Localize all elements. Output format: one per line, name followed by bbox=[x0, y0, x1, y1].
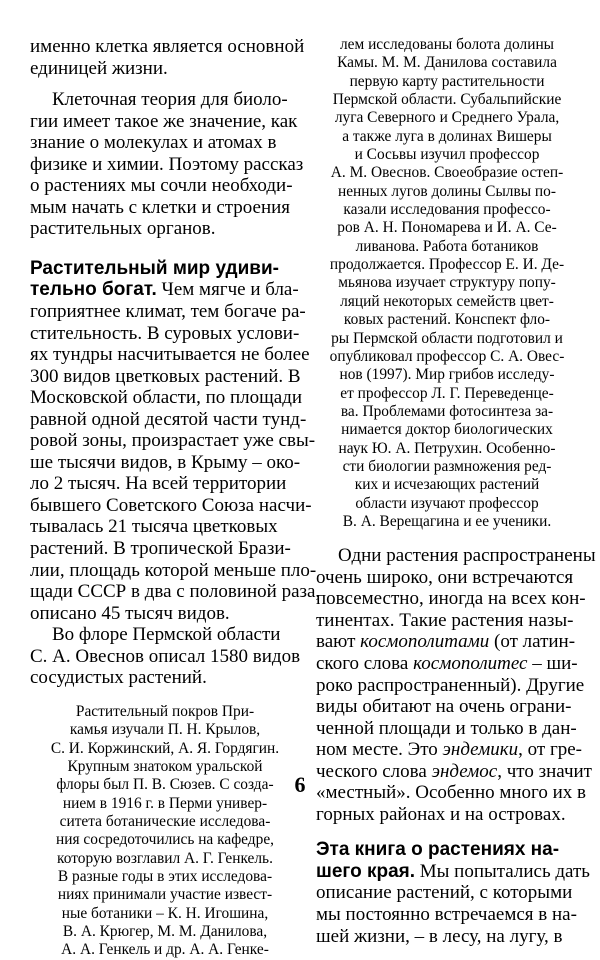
small-text-line: В. А. Крюгер, М. М. Данилова, bbox=[62, 922, 268, 940]
text-line: 300 видов цветковых растений. В bbox=[30, 365, 301, 387]
small-text-line: камья изучали П. Н. Крылов, bbox=[69, 721, 261, 739]
right-column bbox=[316, 36, 596, 947]
text-line: гии имеет такое же значение, как bbox=[30, 110, 298, 132]
text-line: тывалась 21 тысяча цветковых bbox=[30, 516, 278, 538]
text-line: тинентах. Такие растения назы- bbox=[316, 609, 574, 631]
text-line: описание растений, с которыми bbox=[316, 882, 573, 904]
small-text-line: В разные годы в этих исследова- bbox=[57, 867, 273, 885]
small-text-line: ливанова. Работа ботаников bbox=[355, 237, 539, 255]
small-print-block bbox=[316, 36, 578, 531]
text-line: ло 2 тысяч. На всей территории bbox=[30, 473, 287, 495]
text-line: Клеточная теория для биоло- bbox=[52, 89, 288, 111]
small-text-line: А. А. Генкель и др. А. А. Генке- bbox=[61, 941, 269, 959]
section-heading: Растительный мир удиви- bbox=[30, 257, 279, 279]
small-text-line: С. И. Коржинский, А. Я. Гордягин. bbox=[50, 739, 280, 757]
term-endemics: эндемики bbox=[442, 739, 519, 761]
small-text-line: лем исследованы болота долины bbox=[339, 36, 555, 53]
text-line bbox=[316, 839, 578, 861]
text-line: равной одной десятой части тунд- bbox=[30, 408, 307, 430]
section-heading: тельно богат. bbox=[30, 279, 157, 301]
term-kosmopolites: космополитес bbox=[413, 653, 528, 675]
text-line bbox=[316, 860, 590, 883]
text-line bbox=[30, 279, 300, 301]
text-line: ченной площади и только в дан- bbox=[316, 717, 577, 739]
small-text-line: ниях принимали участие извест- bbox=[57, 886, 273, 904]
text-line: ше тысячи видов, в Крыму – око- bbox=[30, 451, 301, 473]
text-line: горных районах и на островах. bbox=[316, 803, 566, 825]
small-text-line: ет профессор Л. Г. Переведенце- bbox=[340, 384, 554, 402]
text-line: растительных органов. bbox=[30, 218, 216, 240]
small-text-line: Камы. М. М. Данилова составила bbox=[337, 54, 557, 72]
text-run: (от латин- bbox=[489, 631, 576, 653]
small-text-line: сти биологии размножения ред- bbox=[342, 457, 552, 475]
text-run: , от гре- bbox=[518, 739, 583, 761]
small-text-line: первую карту растительности bbox=[349, 72, 545, 90]
small-text-line: ния сосредоточились на кафедре, bbox=[56, 831, 274, 849]
text-line: «местный». Особенно много их в bbox=[316, 782, 587, 804]
section-heading: Эта книга о растениях на- bbox=[316, 839, 560, 861]
text-line bbox=[30, 258, 300, 280]
text-line: растений. В тропической Брази- bbox=[30, 538, 291, 560]
perm-flora-paragraph bbox=[30, 624, 300, 689]
text-line bbox=[316, 631, 578, 653]
text-line: ровой зоны, произрастает уже свы- bbox=[30, 430, 316, 452]
text-line: гоприятнее климат, тем богаче ра- bbox=[30, 301, 306, 323]
intro-paragraph bbox=[30, 36, 305, 79]
small-print-block bbox=[30, 703, 300, 960]
small-text-line: ких и исчезающих растений bbox=[354, 476, 540, 494]
text-line: единицей жизни. bbox=[30, 57, 168, 79]
small-text-line: области изучают профессор bbox=[355, 494, 539, 512]
text-run: Мы попытались дать bbox=[415, 860, 590, 882]
small-text-line: Крупным знатоком уральской bbox=[67, 757, 263, 775]
term-cosmopolitans: космополитами bbox=[360, 631, 490, 653]
small-text-line: ров А. Н. Пономарева и И. А. Се- bbox=[337, 219, 557, 237]
text-line: Во флоре Пермской области bbox=[52, 624, 281, 646]
small-text-line: а также луга в долинах Вишеры bbox=[342, 127, 552, 145]
small-text-line: наук Ю. А. Петрухин. Особенно- bbox=[338, 439, 556, 457]
text-line: бывшего Советского Союза насчи- bbox=[30, 494, 312, 516]
text-line: ях тундры насчитывается не более bbox=[30, 344, 310, 366]
term-endemos: эндемос bbox=[431, 760, 498, 782]
text-line: очень широко, они встречаются bbox=[316, 566, 574, 588]
small-text-line: луга Северного и Среднего Урала, bbox=[334, 109, 560, 127]
small-text-line: продолжается. Профессор Е. И. Де- bbox=[329, 256, 565, 274]
text-run: – ши- bbox=[527, 653, 578, 675]
small-text-line: ные ботаники – К. Н. Игошина, bbox=[61, 904, 269, 922]
small-text-line: мьянова изучает структуру попу- bbox=[338, 274, 556, 292]
small-text-line: которую возглавил А. Г. Генкель. bbox=[57, 849, 273, 867]
text-line: лии, площадь которой меньше пло- bbox=[30, 559, 317, 581]
small-text-line: ситета ботанические исследова- bbox=[59, 812, 271, 830]
text-line: сосудистых растений. bbox=[30, 667, 207, 689]
small-text-line: ва. Проблемами фотосинтеза за- bbox=[340, 402, 554, 420]
text-line: мы постоянно встречаемся в на- bbox=[316, 904, 577, 926]
text-run: ном месте. Это bbox=[316, 739, 443, 761]
small-text-line: нов (1997). Мир грибов исследу- bbox=[339, 366, 555, 384]
text-line: виды обитают на очень ограни- bbox=[316, 696, 572, 718]
text-run: Чем мягче и бла- bbox=[156, 279, 299, 301]
text-line: Московской области, по площади bbox=[30, 387, 303, 409]
small-text-line: Пермской области. Субальпийские bbox=[332, 91, 562, 109]
small-text-line: ковых растений. Конспект фло- bbox=[343, 311, 551, 329]
book-paragraph bbox=[316, 839, 590, 947]
small-text-line: флоры был П. В. Сюзев. С созда- bbox=[56, 776, 274, 794]
small-text-line: ляций некоторых семейств цвет- bbox=[340, 292, 554, 310]
small-text-line: и Сосьвы изучил профессор bbox=[354, 146, 540, 164]
text-line: физике и химии. Поэтому рассказ bbox=[30, 153, 304, 175]
text-run: вают bbox=[316, 631, 361, 653]
text-line: знание о молекулах и атомах в bbox=[30, 132, 277, 154]
text-line: описано 45 тысяч видов. bbox=[30, 602, 230, 624]
richness-paragraph bbox=[30, 257, 321, 624]
small-text-line: Растительный покров При- bbox=[75, 702, 255, 720]
text-line: роко распространенный). Другие bbox=[316, 674, 585, 696]
small-text-line: В. А. Верещагина и ее ученики. bbox=[342, 512, 552, 530]
text-line: Одни растения распространены bbox=[338, 545, 596, 567]
small-text-line: опубликовал профессор С. А. Овес- bbox=[329, 347, 565, 365]
text-line: щади СССР в два с половиной раза, bbox=[30, 581, 321, 603]
text-run: , что значит bbox=[497, 760, 592, 782]
small-text-line: ненных лугов долины Сылвы по- bbox=[337, 182, 556, 200]
text-run: ческого слова bbox=[316, 760, 432, 782]
text-line: С. А. Овеснов описал 1580 видов bbox=[30, 645, 301, 667]
small-text-line: А. М. Овеснов. Своеобразие остеп- bbox=[330, 164, 564, 182]
page-number: 6 bbox=[294, 772, 306, 797]
text-line: шей жизни, – в лесу, на лугу, в bbox=[316, 925, 563, 947]
text-line: мым начать с клетки и строения bbox=[30, 196, 291, 218]
text-line bbox=[316, 739, 583, 761]
text-run: ского слова bbox=[316, 653, 414, 675]
small-text-line: нимается доктор биологических bbox=[341, 421, 553, 439]
small-text-line: казали исследования профессо- bbox=[343, 201, 551, 219]
small-text-line: ры Пермской области подготовил и bbox=[331, 329, 563, 347]
small-text-line: нием в 1916 г. в Перми универ- bbox=[62, 794, 268, 812]
left-column bbox=[30, 36, 321, 960]
cell-theory-paragraph bbox=[30, 89, 304, 240]
text-line: о растениях мы сочли необходи- bbox=[30, 175, 293, 197]
text-line: именно клетка является основной bbox=[30, 36, 305, 57]
text-line: стительность. В суровых услови- bbox=[30, 322, 300, 344]
text-line bbox=[316, 653, 578, 675]
section-heading: шего края. bbox=[316, 860, 415, 882]
text-line: повсеместно, иногда на всех кон- bbox=[316, 588, 586, 610]
